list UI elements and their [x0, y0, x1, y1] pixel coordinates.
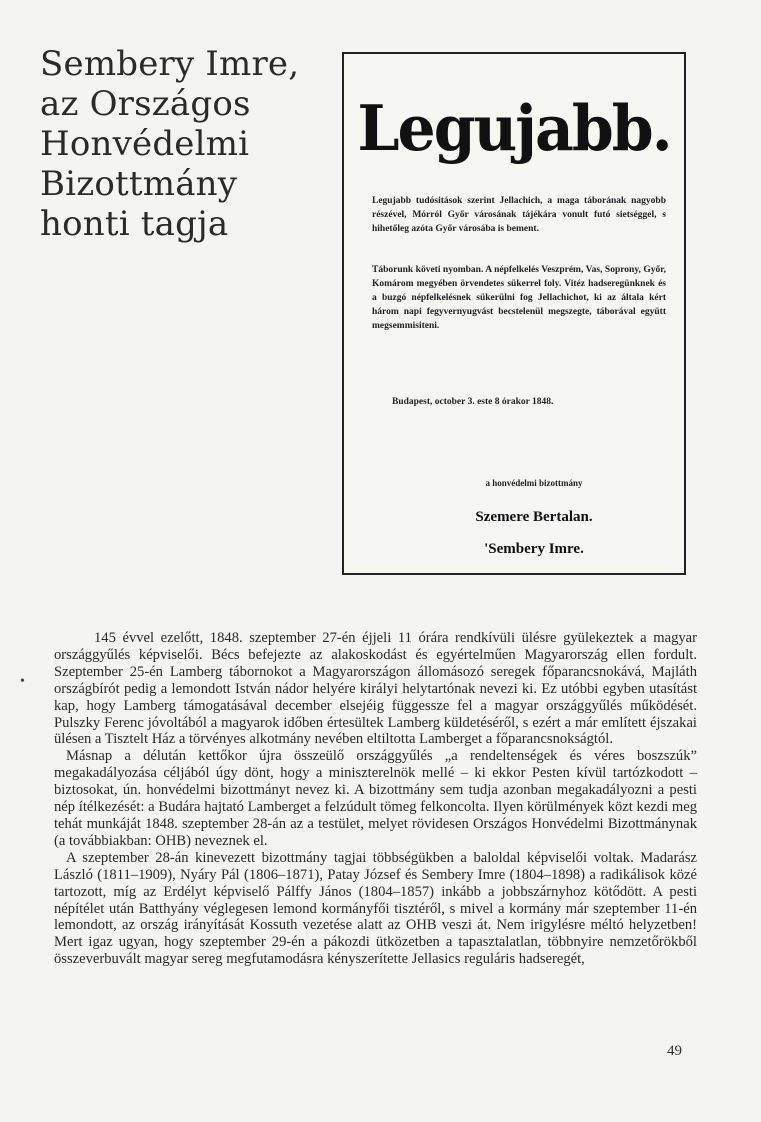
body-paragraph: Másnap a délután kettőkor újra összeülő országgyűlés „a rendeltenségek és véres boszszúk” megakadályozása céljából úgy dönt, hogy a miniszterelnök mellé – ki ekkor Pesten kívül tartózkodott – biztosokat, ún. honvédelmi bizottmányt nevez ki. A bizottmány sem tudja azonban megakadályozni a pesti nép ítélkezését: a Budára hajtató Lamberget a felzúdult tömeg felkoncolta. Ilyen körülmények közt kezdi meg tehát munkáját 1848. szeptember 28-án az a testület, melyet rövidesen Országos Honvédelmi Bizottmánynak (a továbbiakban: OHB) neveznek el. [54, 748, 697, 849]
title-line: Honvédelmi [40, 124, 250, 164]
title-line: az Országos [40, 84, 251, 124]
poster-paragraph: Táborunk követi nyomban. A népfelkelés Veszprém, Vas, Soprony, Győr, Komárom megyében örvendetes sükerrel foly. Vitéz hadseregünknek és a buzgó népfelkelésnek sükerülni fog Jellachichot, ki az általa kért három napi fegyvernyugvást becstelenül megszegte, táborával együtt megsemmisiteni. [372, 265, 666, 331]
poster-committee: a honvédelmi bizottmány [485, 478, 583, 488]
poster-signature: 'Sembery Imre. [484, 541, 584, 557]
poster-paragraph: Legujabb tudósitások szerint Jellachich, a maga táborának nagyobb részével, Mórról Győr városának tájékára vonult futó sietséggel, s hihetőleg azóta Győr városába is bement. [372, 196, 666, 234]
margin-mark: • [20, 674, 25, 689]
historical-poster [342, 52, 686, 575]
body-paragraph: 145 évvel ezelőtt, 1848. szeptember 27-én éjjeli 11 órára rendkívüli ülésre gyülekeztek a magyar országgyűlés képviselői. Bécs befejezte az alakoskodást és egyértelműen Magyarország ellen fordult. Szeptember 25-én Lamberg tábornokot a Magyarországon állomásozó seregek főparancsnokává, Majláth országbírót pedig a lemondott István nádor helyére királyi helytartónak nevezi ki. Ez utóbbi egyben utasítást kap, hogy Lamberg támogatásával december elsejéig függessze fel a magyar országgyűlés működését. Pulszky Ferenc jóvoltából a magyarok időben értesültek Lamberg küldetéséről, s ezért a már említett éjszakai ülésen a Tisztelt Ház a törvényes alkotmány nevében eltiltotta Lamberget a főparancsnokságtól. [54, 630, 697, 748]
title-line: honti tagja [40, 204, 229, 244]
page-number: 49 [667, 1043, 682, 1059]
article-title [40, 44, 310, 244]
title-line: Bizottmány [40, 164, 238, 204]
article-body [54, 630, 697, 968]
poster-signature: Szemere Bertalan. [475, 509, 593, 525]
title-line: Sembery Imre, [40, 44, 300, 84]
body-paragraph: A szeptember 28-án kinevezett bizottmány tagjai többségükben a baloldal képviselői voltak. Madarász László (1811–1909), Nyáry Pál (1806–1871), Patay József és Sembery Imre (1804–1898) a radikálisok közé tartozott, míg az Erdélyt képviselő Pálffy János (1804–1857) inkább a jobbszárnyhoz kötődött. A pesti népítélet után Batthyány véglegesen lemond kormányfői tisztéről, s mivel a kormány már szeptember 11-én lemondott, az ország irányítását Kossuth vezetése alatt az OHB veszi át. Nem irigylésre méltó helyzetben! Mert igaz ugyan, hogy szeptember 29-én a pákozdi ütközetben a tapasztalatlan, többnyire nemzetőrökből összeverbuvált magyar sereg megfutamodásra kényszerítette Jellasics reguláris hadseregét, [54, 849, 697, 968]
poster-heading: Legujabb. [357, 92, 671, 166]
poster-date: Budapest, october 3. este 8 órakor 1848. [392, 397, 554, 407]
